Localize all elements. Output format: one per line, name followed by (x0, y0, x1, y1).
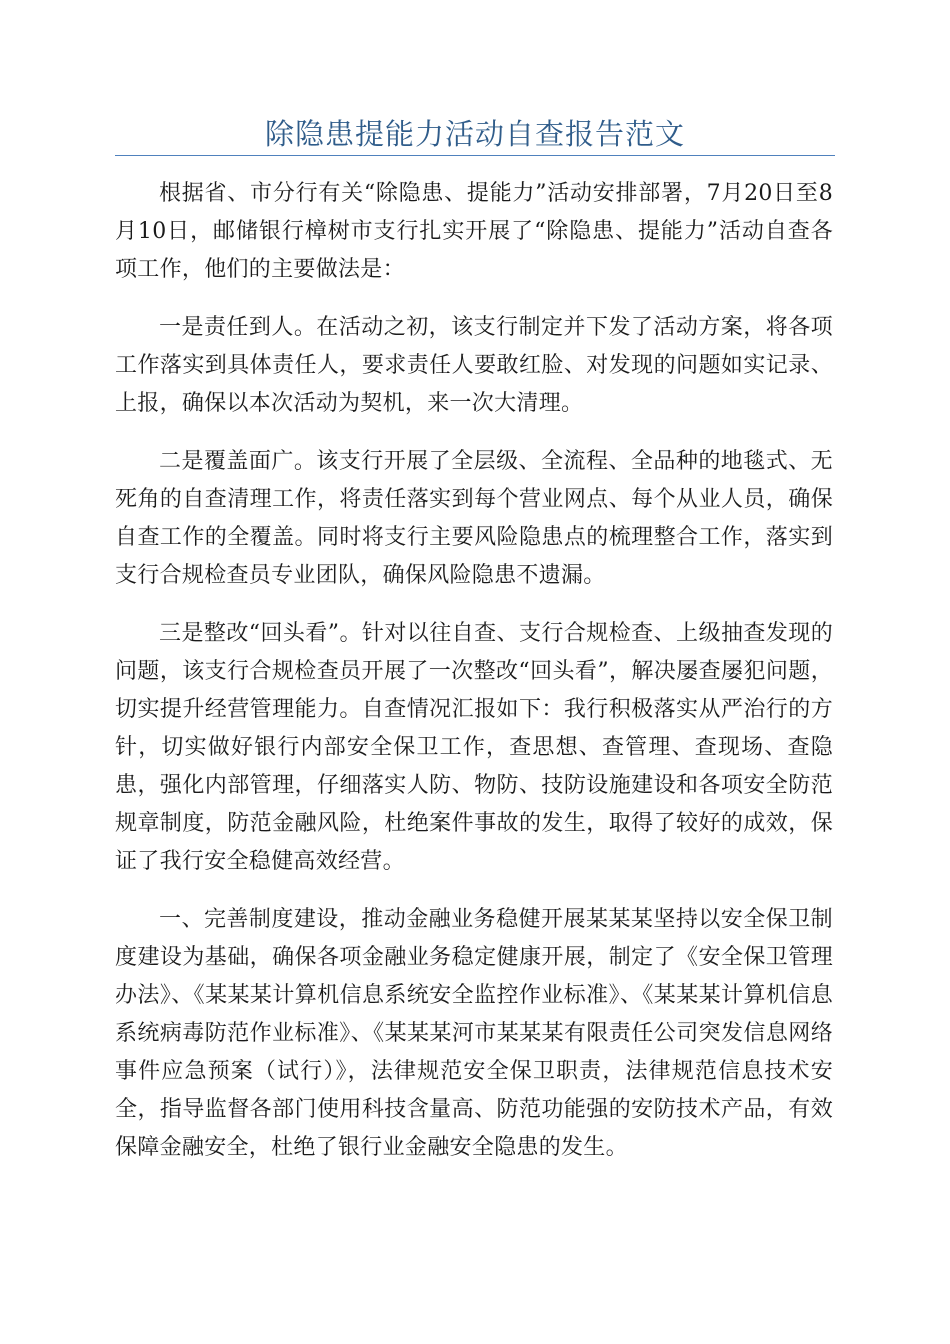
document-title: 除隐患提能力活动自查报告范文 (264, 117, 685, 151)
paragraph-intro: 根据省、市分行有关“除隐患、提能力”活动安排部署，7月20日至8月10日，邮储银行樟树市支行扎实开展了“除隐患、提能力”活动自查各项工作，他们的主要做法是： (115, 181, 833, 282)
document-body (115, 175, 833, 1187)
paragraph-system-building: 一、完善制度建设，推动金融业务稳健开展某某某坚持以安全保卫制度建设为基础，确保各项金融业务稳定健康开展，制定了《安全保卫管理办法》、《某某某计算机信息系统安全监控作业标准》、《某某某计算机信息系统病毒防范作业标准》、《某某某河市某某某有限责任公司突发信息网络事件应急预案（试行）》，法律规范安全保卫职责，法律规范信息技术安全，指导监督各部门使用科技含量高、防范功能强的安防技术产品，有效保障金融安全，杜绝了银行业金融安全隐患的发生。 (115, 907, 833, 1160)
paragraph-rectification: 三是整改“回头看”。针对以往自查、支行合规检查、上级抽查发现的问题，该支行合规检查员开展了一次整改“回头看”，解决屡查屡犯问题，切实提升经营管理能力。自查情况汇报如下：我行积极落实从严治行的方针，切实做好银行内部安全保卫工作，查思想、查管理、查现场、查隐患，强化内部管理，仔细落实人防、物防、技防设施建设和各项安全防范规章制度，防范金融风险，杜绝案件事故的发生，取得了较好的成效，保证了我行安全稳健高效经营。 (115, 621, 833, 874)
paragraph-coverage: 二是覆盖面广。该支行开展了全层级、全流程、全品种的地毯式、无死角的自查清理工作，将责任落实到每个营业网点、每个从业人员，确保自查工作的全覆盖。同时将支行主要风险隐患点的梳理整合工作，落实到支行合规检查员专业团队，确保风险隐患不遗漏。 (115, 449, 833, 588)
title-underline (115, 155, 835, 156)
paragraph-responsibility: 一是责任到人。在活动之初，该支行制定并下发了活动方案，将各项工作落实到具体责任人，要求责任人要敢红脸、对发现的问题如实记录、上报，确保以本次活动为契机，来一次大清理。 (115, 315, 833, 416)
